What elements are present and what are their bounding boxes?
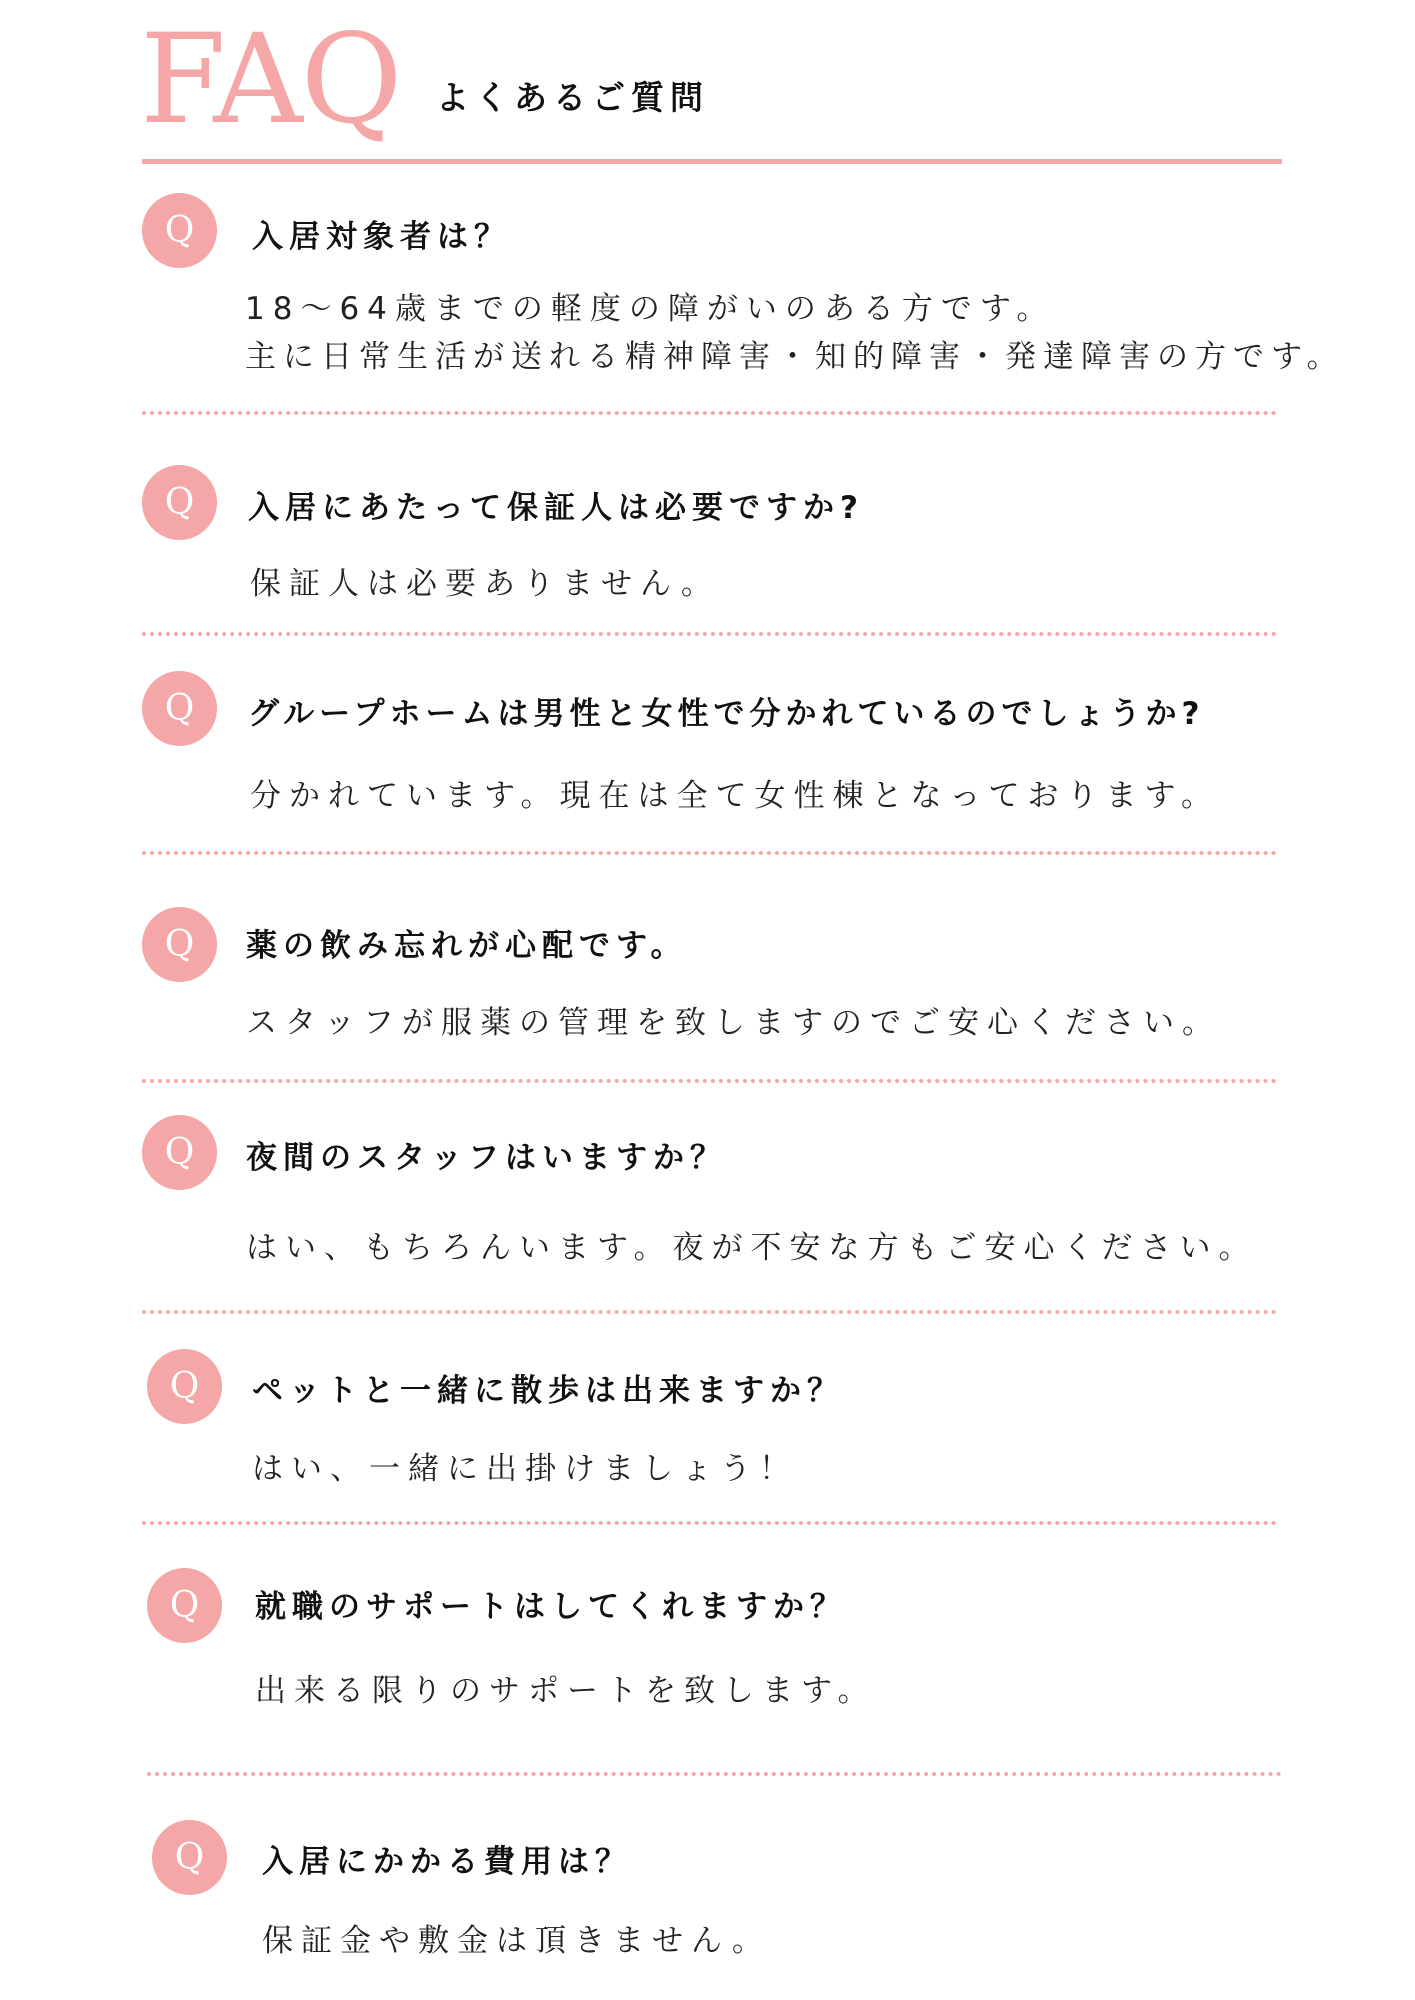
faq-question: 入居対象者は？: [252, 219, 511, 255]
header-divider: [142, 159, 1282, 164]
q-icon: Q: [142, 193, 217, 268]
faq-divider: [142, 851, 1277, 855]
faq-question: ペットと一緒に散歩は出来ますか？: [252, 1373, 844, 1409]
faq-divider: [142, 411, 1277, 415]
faq-question: 入居にあたって保証人は必要ですか?: [248, 490, 864, 526]
faq-question: グループホームは男性と女性で分かれているのでしょうか?: [248, 696, 1205, 732]
faq-answer: スタッフが服薬の管理を致しますのでご安心ください。: [246, 1005, 1221, 1041]
q-icon: Q: [147, 1349, 222, 1424]
faq-title: FAQ: [140, 8, 401, 152]
q-icon: Q: [142, 465, 217, 540]
faq-answer: 18〜64歳までの軽度の障がいのある方です。: [245, 291, 1056, 327]
faq-question: 薬の飲み忘れが心配です。: [246, 928, 688, 964]
faq-divider: [142, 1310, 1277, 1314]
q-icon: Q: [142, 1115, 217, 1190]
faq-divider: [142, 632, 1277, 636]
faq-answer: 保証金や敷金は頂きません。: [262, 1923, 771, 1959]
faq-subtitle: よくあるご質問: [436, 78, 709, 117]
faq-answer: 主に日常生活が送れる精神障害・知的障害・発達障害の方です。: [245, 339, 1345, 375]
q-icon: Q: [142, 907, 217, 982]
faq-question: 就職のサポートはしてくれますか？: [255, 1589, 847, 1625]
faq-divider: [147, 1772, 1282, 1776]
faq-answer: はい、一緒に出掛けましょう！: [252, 1451, 798, 1487]
faq-answer: 分かれています。現在は全て女性棟となっております。: [250, 778, 1221, 814]
faq-divider: [142, 1079, 1277, 1083]
faq-answer: はい、もちろんいます。夜が不安な方もご安心ください。: [246, 1230, 1258, 1266]
q-icon: Q: [147, 1568, 222, 1643]
q-icon: Q: [142, 671, 217, 746]
faq-divider: [142, 1521, 1277, 1525]
faq-answer: 出来る限りのサポートを致します。: [255, 1673, 877, 1709]
faq-question: 夜間のスタッフはいますか？: [246, 1140, 727, 1176]
faq-question: 入居にかかる費用は？: [262, 1844, 632, 1880]
faq-answer: 保証人は必要ありません。: [250, 566, 720, 602]
q-icon: Q: [152, 1820, 227, 1895]
